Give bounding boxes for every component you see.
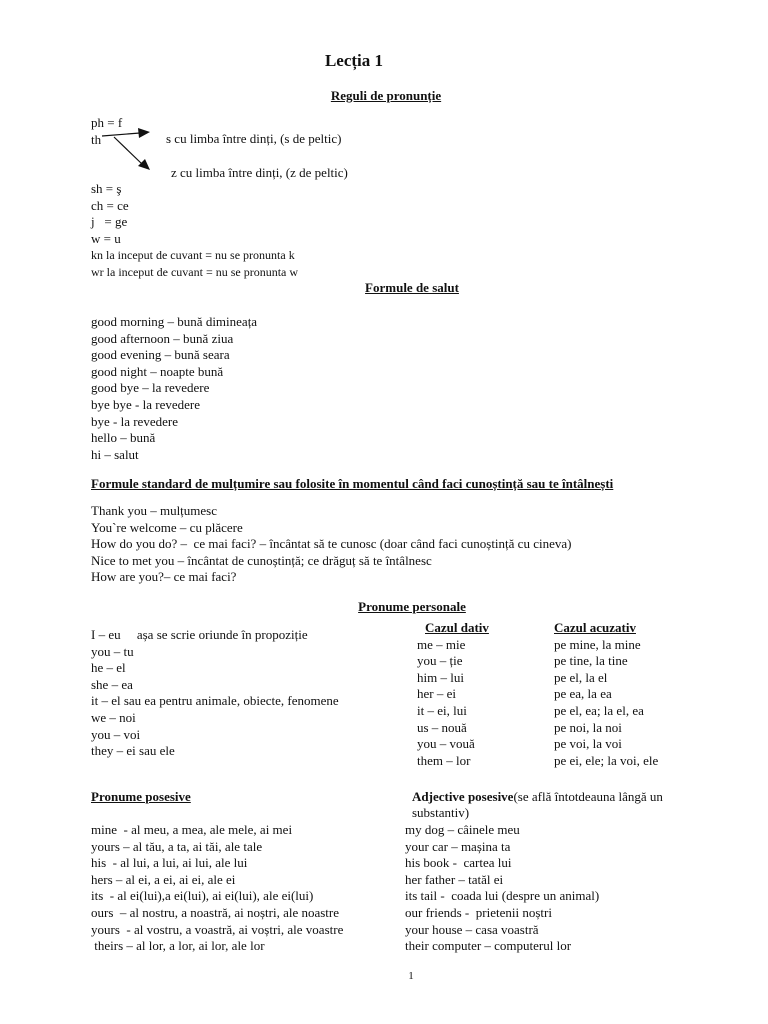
rule-line: w = u xyxy=(91,230,121,246)
possessive-pronoun-item: theirs – al lor, a lor, ai lor, ale lor xyxy=(91,938,265,954)
possessive-adjective-item: your house – casa voastră xyxy=(405,921,539,937)
pronoun-item: I – eu așa se scrie oriunde în propoziție xyxy=(91,627,308,642)
th-arrows-icon xyxy=(100,128,160,176)
accusative-column xyxy=(554,620,658,769)
pronoun-item: it – el sau ea pentru animale, obiecte, fenomene xyxy=(91,693,339,709)
possessive-adjective-item: their computer – computerul lor xyxy=(405,938,572,954)
dative-column xyxy=(417,620,489,769)
possessive-pronoun-item: ours – al nostru, a noastră, ai noștri, ale noastre xyxy=(91,904,340,920)
possessive-adjectives-title xyxy=(412,789,663,806)
possessive-pronoun-item: hers – al ei, a ei, ai ei, ale ei xyxy=(91,871,236,887)
possessive-adjectives-list xyxy=(405,822,599,955)
rule-line: j = ge xyxy=(91,214,128,230)
pronoun-item: he – el xyxy=(91,660,126,676)
greeting-item: good afternoon – bună ziua xyxy=(91,330,234,346)
nominative-list xyxy=(91,627,339,760)
accusative-heading: Cazul acuzativ xyxy=(554,620,636,635)
accusative-item: pe voi, la voi xyxy=(554,736,622,752)
greeting-item: good night – noapte bună xyxy=(91,363,224,379)
possessive-pronoun-item: its - al ei(lui),a ei(lui), ai ei(lui), ale ei(lui) xyxy=(91,888,314,904)
personal-pronouns-heading: Pronume personale xyxy=(358,599,466,614)
rule-th: th xyxy=(91,132,102,147)
possessive-adjectives-heading: Adjective posesive xyxy=(412,789,514,804)
rule-line: kn la inceput de cuvant = nu se pronunta k xyxy=(91,248,295,263)
dative-item: me – mie xyxy=(417,636,466,652)
dative-item: us – nouă xyxy=(417,719,467,735)
greeting-item: hello – bună xyxy=(91,430,156,446)
possessive-adjective-item: your car – mașina ta xyxy=(405,838,511,854)
accusative-item: pe ea, la ea xyxy=(554,686,612,702)
possessive-adjective-item: its tail - coada lui (despre un animal) xyxy=(405,888,600,904)
possessive-pronoun-item: yours – al tău, a ta, ai tăi, ale tale xyxy=(91,838,263,854)
dative-item: them – lor xyxy=(417,752,471,768)
rule-line: wr la inceput de cuvant = nu se pronunta w xyxy=(91,264,299,279)
greeting-item: good evening – bună seara xyxy=(91,347,230,363)
greeting-item: hi – salut xyxy=(91,446,139,462)
dative-item: you – ție xyxy=(417,653,463,669)
accusative-item: pe noi, la noi xyxy=(554,719,622,735)
thanks-item: You`re welcome – cu plăcere xyxy=(91,519,243,535)
thanks-list xyxy=(91,503,571,586)
rule-th-z: z cu limba între dinți, (z de peltic) xyxy=(171,165,348,180)
dative-heading: Cazul dativ xyxy=(425,620,489,635)
accusative-item: pe mine, la mine xyxy=(554,636,641,652)
accusative-item: pe tine, la tine xyxy=(554,653,628,669)
possessive-adjective-item: my dog – câinele meu xyxy=(405,822,520,837)
rule-th-s: s cu limba între dinți, (s de peltic) xyxy=(166,131,342,146)
pronunciation-heading: Reguli de pronunție xyxy=(330,88,442,103)
possessive-adjectives-note-2: substantiv) xyxy=(412,805,470,820)
possessive-adjective-item: our friends - prietenii noștri xyxy=(405,904,552,920)
greeting-item: bye bye - la revedere xyxy=(91,396,200,412)
pronoun-item: we – noi xyxy=(91,709,136,725)
possessive-pronoun-item: yours - al vostru, a voastră, ai voștri, ale voastre xyxy=(91,921,344,937)
rule-line: ch = ce xyxy=(91,197,129,213)
possessive-adjectives-note: (se află întotdeauna lângă un xyxy=(513,789,663,804)
possessive-adjective-item: her father – tatăl ei xyxy=(405,871,504,887)
thanks-item: How do you do? – ce mai faci? – încântat să te cunosc (doar când faci cunoștință cu cineva) xyxy=(91,536,572,552)
greetings-heading: Formule de salut xyxy=(365,280,459,295)
pronoun-item: you – tu xyxy=(91,643,134,659)
thanks-heading: Formule standard de mulțumire sau folosite în momentul când faci cunoștință sau te întâlnești xyxy=(91,476,614,491)
pronunciation-rules xyxy=(91,181,298,281)
dative-item: you – vouă xyxy=(417,736,475,752)
dative-item: it – ei, lui xyxy=(417,702,467,718)
pronoun-item: they – ei sau ele xyxy=(91,743,175,759)
pronoun-item: she – ea xyxy=(91,676,133,692)
thanks-item: How are you?– ce mai faci? xyxy=(91,569,237,585)
dative-item: him – lui xyxy=(417,669,464,685)
thanks-item: Thank you – mulțumesc xyxy=(91,503,218,518)
dative-item: her – ei xyxy=(417,686,456,702)
rule-ph: ph = f xyxy=(91,115,123,130)
possessive-pronoun-item: mine - al meu, a mea, ale mele, ai mei xyxy=(91,822,293,837)
lesson-title: Lecția 1 xyxy=(324,51,384,70)
greeting-item: good bye – la revedere xyxy=(91,380,210,396)
page-number: 1 xyxy=(408,970,414,982)
greeting-item: good morning – bună dimineața xyxy=(91,314,258,329)
possessive-adjective-item: his book - cartea lui xyxy=(405,855,512,871)
thanks-item: Nice to met you – încântat de cunoștință; ce drăguț să te întâlnesc xyxy=(91,552,432,568)
possessive-pronouns-heading: Pronume posesive xyxy=(91,789,191,804)
accusative-item: pe el, ea; la el, ea xyxy=(554,702,644,718)
accusative-item: pe ei, ele; la voi, ele xyxy=(554,752,659,768)
accusative-item: pe el, la el xyxy=(554,669,608,685)
possessive-pronouns-list xyxy=(91,822,343,955)
rule-line: sh = ş xyxy=(91,181,122,196)
pronoun-item: you – voi xyxy=(91,726,141,742)
greetings-list xyxy=(91,314,257,463)
greeting-item: bye - la revedere xyxy=(91,413,178,429)
possessive-pronoun-item: his - al lui, a lui, ai lui, ale lui xyxy=(91,855,248,871)
